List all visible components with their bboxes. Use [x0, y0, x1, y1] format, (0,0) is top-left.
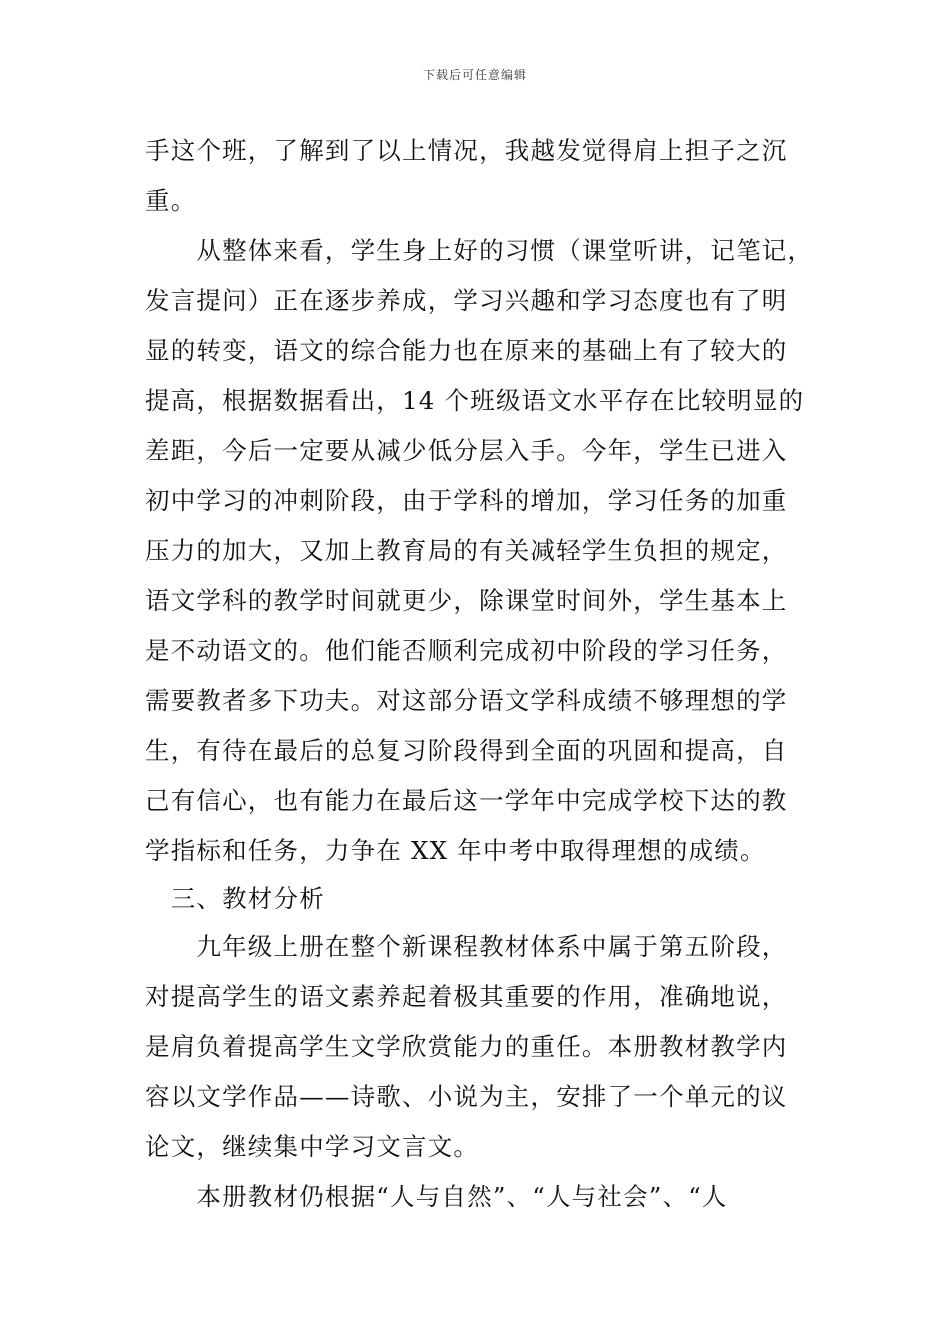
- text-line: 对提高学生的语文素养起着极其重要的作用，准确地说，: [145, 982, 788, 1011]
- text-line: 论文，继续集中学习文言文。: [145, 1132, 480, 1161]
- text-line: 手这个班，了解到了以上情况，我越发觉得肩上担子之沉: [145, 136, 788, 165]
- text-line: 语文学科的教学时间就更少，除课堂时间外，学生基本上: [145, 586, 788, 615]
- text-line: 容以文学作品——诗歌、小说为主，安排了一个单元的议: [145, 1082, 788, 1111]
- text-line: 差距，今后一定要从减少低分层入手。今年，学生已进入: [145, 436, 788, 465]
- text-line: 是肩负着提高学生文学欣赏能力的重任。本册教材教学内: [145, 1032, 788, 1061]
- text-line: 重。: [145, 186, 197, 215]
- text-line: 生，有待在最后的总复习阶段得到全面的巩固和提高，自: [145, 736, 788, 765]
- text-line: 需要教者多下功夫。对这部分语文学科成绩不够理想的学: [145, 686, 788, 715]
- text-line: 压力的加大，又加上教育局的有关减轻学生负担的规定，: [145, 536, 788, 565]
- text-line: 显的转变，语文的综合能力也在原来的基础上有了较大的: [145, 336, 788, 365]
- text-line: 从整体来看，学生身上好的习惯（课堂听讲，记笔记，: [145, 236, 814, 265]
- section-heading: 三、教材分析: [145, 884, 325, 913]
- text-line: 九年级上册在整个新课程教材体系中属于第五阶段，: [145, 932, 788, 961]
- text-line: 提高，根据数据看出，14 个班级语文水平存在比较明显的: [145, 386, 805, 415]
- text-line: 学指标和任务，力争在 XX 年中考中取得理想的成绩。: [145, 836, 766, 865]
- text-line: 初中学习的冲刺阶段，由于学科的增加，学习任务的加重: [145, 486, 788, 515]
- text-line: 本册教材仍根据“人与自然”、“人与社会”、“人: [145, 1182, 728, 1211]
- text-line: 发言提问）正在逐步养成，学习兴趣和学习态度也有了明: [145, 286, 788, 315]
- text-line: 己有信心，也有能力在最后这一学年中完成学校下达的教: [145, 786, 788, 815]
- page-header: 下载后可任意编辑: [422, 68, 527, 82]
- text-line: 是不动语文的。他们能否顺利完成初中阶段的学习任务，: [145, 636, 788, 665]
